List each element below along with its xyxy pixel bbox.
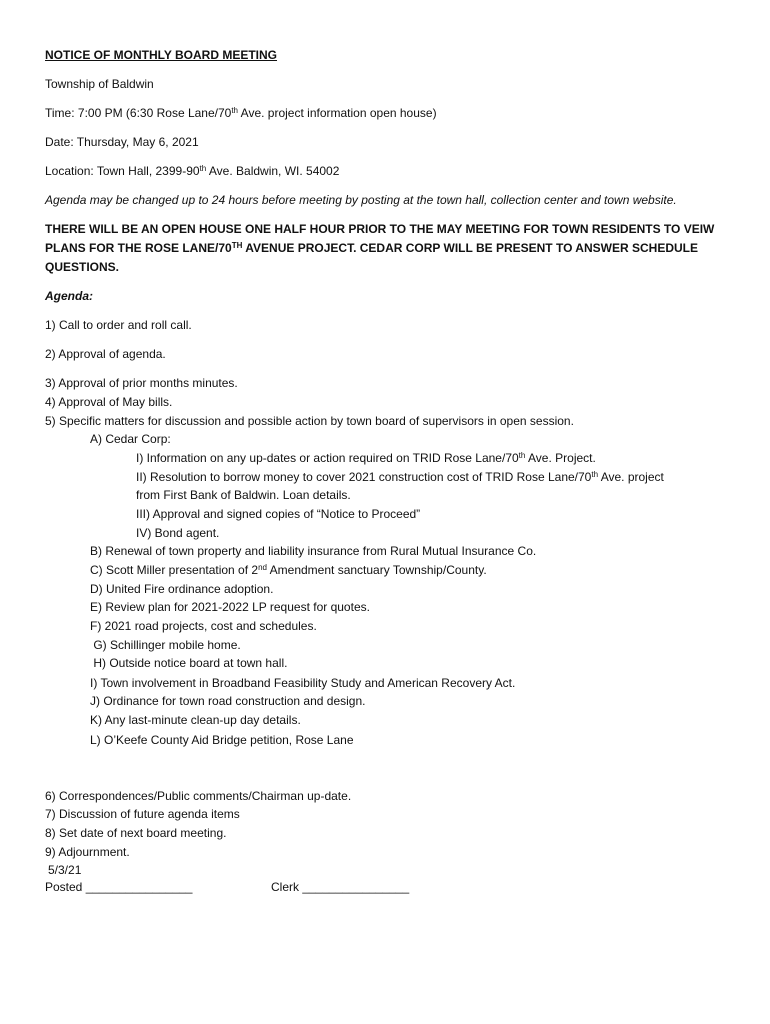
agenda-subitem: D) United Fire ordinance adoption. xyxy=(90,582,274,596)
agenda-subitem: J) Ordinance for town road construction and design. xyxy=(90,694,366,708)
posted-signature-line: Posted ________________ xyxy=(45,880,193,894)
agenda-item: 2) Approval of agenda. xyxy=(45,347,166,361)
agenda-subitem: E) Review plan for 2021-2022 LP request for quotes. xyxy=(90,600,370,614)
agenda-item: 8) Set date of next board meeting. xyxy=(45,826,227,840)
open-house-notice-line-1: THERE WILL BE AN OPEN HOUSE ONE HALF HOUR PRIOR TO THE MAY MEETING FOR TOWN RESIDENTS TO VEIW xyxy=(45,222,715,236)
open-house-notice-line-2: PLANS FOR THE ROSE LANE/70TH AVENUE PROJECT. CEDAR CORP WILL BE PRESENT TO ANSWER SCHEDULE xyxy=(45,241,698,255)
agenda-item: 6) Correspondences/Public comments/Chairman up-date. xyxy=(45,789,352,803)
agenda-subitem: G) Schillinger mobile home. xyxy=(90,638,241,652)
agenda-item: 5) Specific matters for discussion and possible action by town board of supervisors in open session. xyxy=(45,414,574,428)
agenda-subsubitem: IV) Bond agent. xyxy=(136,526,220,540)
agenda-subsubitem-continuation: from First Bank of Baldwin. Loan details. xyxy=(136,488,351,502)
open-house-notice-line-3: QUESTIONS. xyxy=(45,260,120,274)
agenda-item: 4) Approval of May bills. xyxy=(45,395,173,409)
meeting-date: Date: Thursday, May 6, 2021 xyxy=(45,135,199,149)
agenda-subitem: K) Any last-minute clean-up day details. xyxy=(90,713,301,727)
township-name: Township of Baldwin xyxy=(45,77,154,91)
agenda-subitem: H) Outside notice board at town hall. xyxy=(90,656,288,670)
agenda-heading: Agenda: xyxy=(45,289,93,303)
meeting-location: Location: Town Hall, 2399-90th Ave. Baldwin, WI. 54002 xyxy=(45,164,340,178)
agenda-subitem: L) O’Keefe County Aid Bridge petition, Rose Lane xyxy=(90,733,354,747)
agenda-item: 7) Discussion of future agenda items xyxy=(45,807,240,821)
agenda-subitem: C) Scott Miller presentation of 2nd Amendment sanctuary Township/County. xyxy=(90,563,487,577)
agenda-subitem: F) 2021 road projects, cost and schedules. xyxy=(90,619,317,633)
posting-date: 5/3/21 xyxy=(48,863,82,877)
agenda-subsubitem: III) Approval and signed copies of “Notice to Proceed” xyxy=(136,507,421,521)
agenda-subsubitem: I) Information on any up-dates or action required on TRID Rose Lane/70th Ave. Project. xyxy=(136,451,596,465)
agenda-item: 9) Adjournment. xyxy=(45,845,130,859)
agenda-subsubitem: II) Resolution to borrow money to cover 2021 construction cost of TRID Rose Lane/70th Ave. project xyxy=(136,470,664,484)
clerk-signature-line: Clerk ________________ xyxy=(271,880,410,894)
agenda-item: 3) Approval of prior months minutes. xyxy=(45,376,238,390)
signature-lines xyxy=(45,880,409,895)
agenda-subitem: I) Town involvement in Broadband Feasibility Study and American Recovery Act. xyxy=(90,676,516,690)
document-title: NOTICE OF MONTHLY BOARD MEETING xyxy=(45,48,278,62)
agenda-subitem: A) Cedar Corp: xyxy=(90,432,171,446)
agenda-change-notice: Agenda may be changed up to 24 hours before meeting by posting at the town hall, collection center and town website. xyxy=(45,193,677,207)
meeting-time: Time: 7:00 PM (6:30 Rose Lane/70th Ave. project information open house) xyxy=(45,106,437,120)
agenda-item: 1) Call to order and roll call. xyxy=(45,318,192,332)
agenda-subitem: B) Renewal of town property and liability insurance from Rural Mutual Insurance Co. xyxy=(90,544,537,558)
